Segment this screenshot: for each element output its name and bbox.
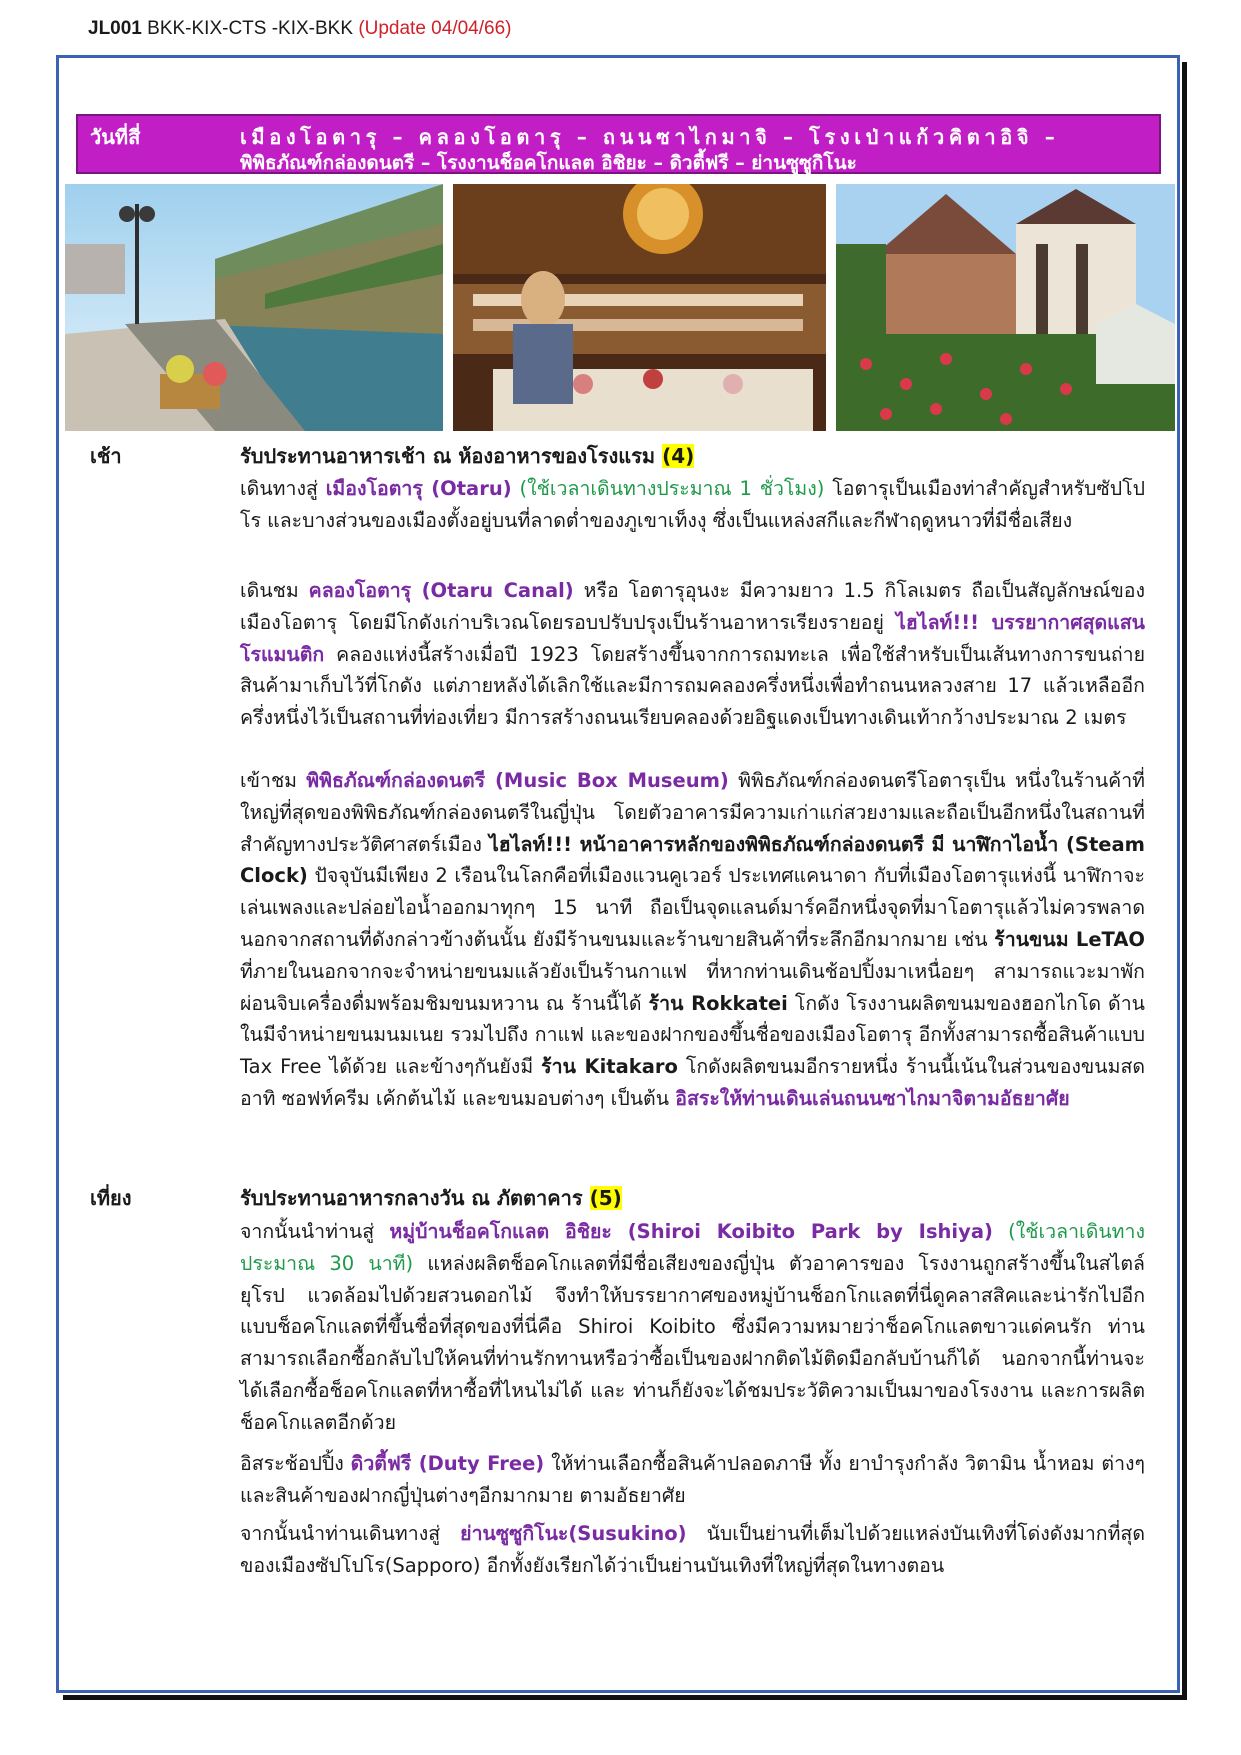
breakfast-text: รับประทานอาหารเช้า ณ ห้องอาหารของโรงแรม	[240, 444, 663, 468]
sakaimachi-free-time: อิสระให้ท่านเดินเล่นถนนซาไกมาจิตามอัธยาศัย	[675, 1086, 1070, 1110]
lunch-line	[240, 1182, 622, 1214]
day-label: วันที่สี่	[90, 125, 141, 149]
shiroi-koibito-park-name: หมู่บ้านช็อคโกแลต อิชิยะ (Shiroi Koibito Park by Ishiya)	[389, 1220, 993, 1243]
document-header	[88, 18, 511, 40]
tour-route: BKK-KIX-CTS -KIX-BKK	[141, 18, 359, 39]
otaru-city-paragraph: เดินทางสู่ เมืองโอตารุ (Otaru) (ใช้เวลาเดินทางประมาณ 1 ชั่วโมง) โอตารุเป็นเมืองท่าสำคัญสำหรับซัปโปโร และบางส่วนของเมืองตั้งอยู่บนที่ลาดต่ำของภูเขาเท็งงุ ซึ่งเป็นแหล่งสกีและกีฬาฤดูหนาวที่มีชื่อเสียง	[240, 477, 1145, 532]
day-banner	[76, 114, 1161, 174]
susukino-name: ย่านซูซูกิโนะ(Susukino)	[460, 1522, 687, 1545]
susukino-paragraph: จากนั้นนำท่านเดินทางสู่ ย่านซูซูกิโนะ(Susukino) นับเป็นย่านที่เต็มไปด้วยแหล่งบันเทิงที่โด่งดังมากที่สุดของเมืองซัปโปโร(Sapporo) อีกทั้งยังเรียกได้ว่าเป็นย่านบันเทิงที่ใหญ่ที่สุดในทางตอน	[240, 1522, 1145, 1577]
noon-label: เที่ยง	[90, 1186, 132, 1210]
update-date: (Update 04/04/66)	[358, 18, 512, 39]
otaru-city-name: เมืองโอตารุ (Otaru)	[325, 477, 512, 500]
ishiya-travel-time: (ใช้เวลาเดินทางประมาณ 30 นาที)	[240, 1220, 1146, 1275]
rokkatei-shop: ร้าน Rokkatei	[648, 991, 788, 1015]
music-box-museum-name: พิพิธภัณฑ์กล่องดนตรี (Music Box Museum)	[306, 769, 729, 792]
shiroi-koibito-paragraph: จากนั้นนำท่านสู่ หมู่บ้านช็อคโกแลต อิชิยะ (Shiroi Koibito Park by Ishiya) (ใช้เวลาเดินทางประมาณ 30 นาที) แหล่งผลิตช็อคโกแลตที่มีชื่อเสียงของญี่ปุ่น ตัวอาคารของ โรงงานถูกสร้างขึ้นในสไตล์ยุโรป แวดล้อมไปด้วยสวนดอกไม้ จึงทำให้บรรยากาศของหมู่บ้านช็อกโกแลตที่นี่ดูคลาสสิคและน่ารักไปอีกแบบช็อคโกแลตที่ขึ้นชื่อที่สุดของที่นี่คือ Shiroi Koibito ซึ่งมีความหมายว่าช็อคโกแลตขาวแด่คนรัก ท่านสามารถเลือกซื้อกลับไปให้คนที่ท่านรักทานหรือว่าซื้อเป็นของฝากติดไม้ติดมือกลับบ้านก็ได้ นอกจากนี้ท่านจะได้เลือกซื้อช็อคโกแลตที่หาซื้อที่ไหนไม่ได้ และ ท่านก็ยังจะได้ชมประวัติความเป็นมาของโรงงาน และการผลิตช็อคโกแลตอีกด้วย	[240, 1220, 1146, 1434]
chocolate-factory-garden-photo	[836, 184, 1175, 431]
music-box-shop-photo	[453, 184, 826, 431]
day-route-line-2: พิพิธภัณฑ์กล่องดนตรี – โรงงานช็อคโกแลต อิชิยะ – ดิวตี้ฟรี – ย่านซูซูกิโนะ	[240, 152, 857, 174]
meal-number-5: (5)	[589, 1186, 622, 1210]
lunch-text: รับประทานอาหารกลางวัน ณ ภัตตาคาร	[240, 1186, 590, 1210]
breakfast-line	[240, 440, 694, 472]
letao-shop: ร้านขนม LeTAO	[994, 927, 1146, 951]
music-box-museum-paragraph: เข้าชม พิพิธภัณฑ์กล่องดนตรี (Music Box Museum) พิพิธภัณฑ์กล่องดนตรีโอตารุเป็น หนึ่งในร้านค้าที่ใหญ่ที่สุดของพิพิธภัณฑ์กล่องดนตรีในญี่ปุ่น โดยตัวอาคารมีความเก่าแก่สวยงามและถือเป็นอีกหนึ่งในสถานที่สำคัญทางประวัติศาสตร์เมือง ไฮไลท์!!! หน้าอาคารหลักของพิพิธภัณฑ์กล่องดนตรี มี นาฬิกาไอน้ำ (Steam Clock) ปัจจุบันมีเพียง 2 เรือนในโลกคือที่เมืองแวนคูเวอร์ ประเทศแคนาดา กับที่เมืองโอตารุแห่งนี้ นาฬิกาจะเล่นเพลงและปล่อยไอน้ำออกมาทุกๆ 15 นาที ถือเป็นจุดแลนด์มาร์คอีกหนึ่งจุดที่มาโอตารุแล้วไม่ควรพลาด นอกจากสถานที่ดังกล่าวข้างต้นนั้น ยังมีร้านขนมและร้านขายสินค้าที่ระลึกอีกมากมาย เช่น ร้านขนม LeTAO ที่ภายในนอกจากจะจำหน่ายขนมแล้วยังเป็นร้านกาแฟ ที่หากท่านเดินช้อปปิ้งมาเหนื่อยๆ สามารถแวะมาพักผ่อนจิบเครื่องดื่มพร้อมชิมขนมหวาน ณ ร้านนี้ได้ ร้าน Rokkatei โกดัง โรงงานผลิตขนมของฮอกไกโด ด้านในมีจำหน่ายขนมนมเนย รวมไปถึง กาแฟ และของฝากของขึ้นชื่อของเมืองโอตารุ อีกทั้งสามารถซื้อสินค้าแบบ Tax Free ได้ด้วย และข้างๆกันยังมี ร้าน Kitakaro โกดังผลิตขนมอีกรายหนึ่ง ร้านนี้เน้นในส่วนของขนมสด อาทิ ซอฟท์ครีม เค้กต้นไม้ และขนมอบต่างๆ เป็นต้น อิสระให้ท่านเดินเล่นถนนซาไกมาจิตามอัธยาศัย	[240, 769, 1146, 1110]
otaru-canal-paragraph: เดินชม คลองโอตารุ (Otaru Canal) หรือ โอตารุอุนงะ มีความยาว 1.5 กิโลเมตร ถือเป็นสัญลักษณ์ของเมืองโอตารุ โดยมีโกดังเก่าบริเวณโดยรอบปรับปรุงเป็นร้านอาหารเรียงรายอยู่ ไฮไลท์!!! บรรยากาศสุดแสนโรแมนติก คลองแห่งนี้สร้างเมื่อปี 1923 โดยสร้างขึ้นจากการถมทะเล เพื่อใช้สำหรับเป็นเส้นทางการขนถ่ายสินค้ามาเก็บไว้ที่โกดัง แต่ภายหลังได้เลิกใช้และมีการถมคลองครึ่งหนึ่งเพื่อทำถนนหลวงสาย 17 แล้วเหลืออีกครึ่งหนึ่งไว้เป็นสถานที่ท่องเที่ยว มีการสร้างถนนเรียบคลองด้วยอิฐแดงเป็นทางเดินเท้ากว้างประมาณ 2 เมตร	[240, 579, 1146, 730]
frame-shadow-bottom	[63, 1695, 1187, 1700]
otaru-canal-name: คลองโอตารุ (Otaru Canal)	[308, 579, 574, 602]
meal-number-4: (4)	[662, 444, 695, 468]
otaru-canal-photo	[65, 184, 443, 431]
duty-free-paragraph: อิสระช้อปปิ้ง ดิวตี้ฟรี (Duty Free) ให้ท่านเลือกซื้อสินค้าปลอดภาษี ทั้ง ยาบำรุงกำลัง วิตามิน น้ำหอม ต่างๆ และสินค้าของฝากญี่ปุ่นต่างๆอีกมากมาย ตามอัธยาศัย	[240, 1452, 1146, 1507]
tour-code: JL001	[88, 18, 142, 39]
duty-free-name: ดิวตี้ฟรี (Duty Free)	[350, 1452, 545, 1475]
steam-clock-highlight: ไฮไลท์!!! หน้าอาคารหลักของพิพิธภัณฑ์กล่องดนตรี มี นาฬิกาไอน้ำ (Steam Clock)	[240, 832, 1145, 888]
kitakaro-shop: ร้าน Kitakaro	[541, 1055, 678, 1079]
morning-label: เช้า	[90, 444, 122, 468]
day-route-line-1: เมืองโอตารุ – คลองโอตารุ – ถนนซาไกมาจิ – โรงเป่าแก้วคิตาอิจิ –	[240, 125, 1060, 149]
frame-shadow-right	[1182, 62, 1187, 1698]
otaru-travel-time: (ใช้เวลาเดินทางประมาณ 1 ชั่วโมง)	[511, 477, 825, 500]
canal-highlight: ไฮไลท์!!! บรรยากาศสุดแสนโรแมนติก	[240, 610, 1145, 666]
